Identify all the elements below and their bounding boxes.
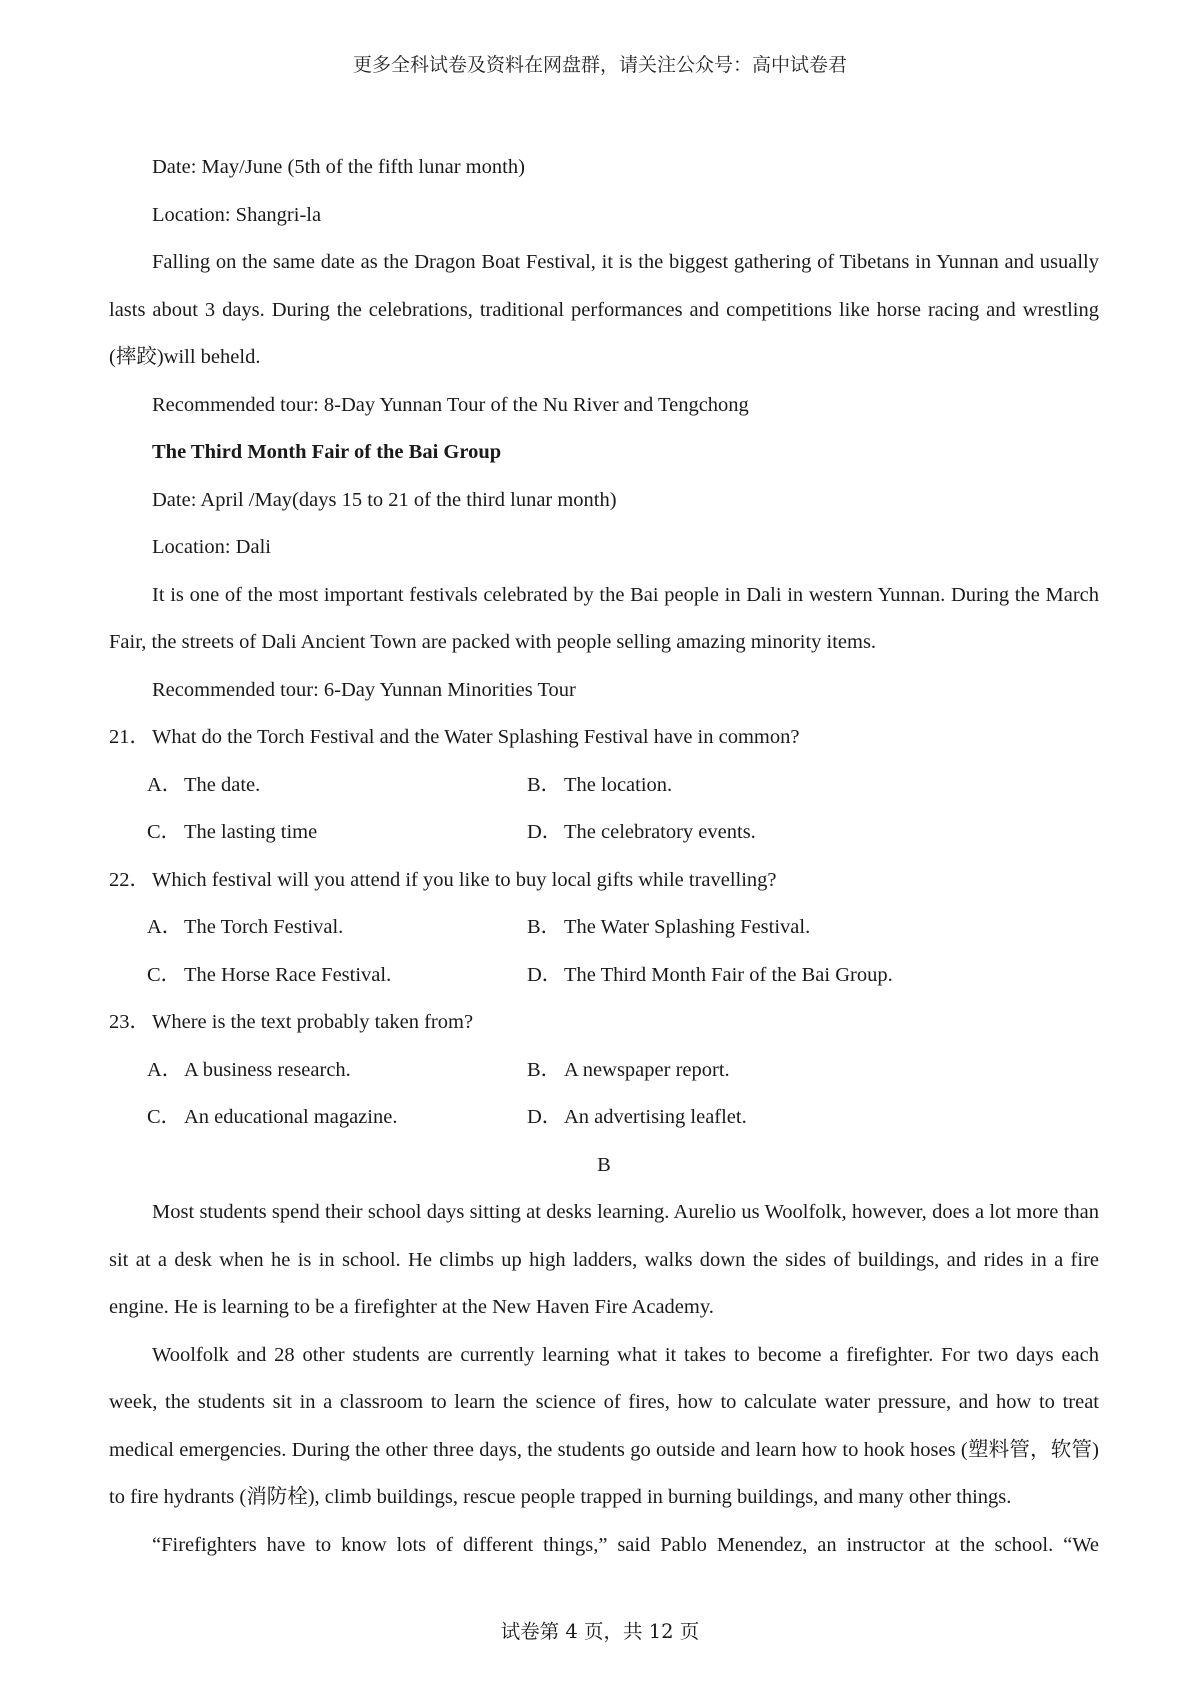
option-d[interactable]: D． An advertising leaflet.	[527, 1106, 747, 1128]
option-b[interactable]: B． A newspaper report.	[527, 1058, 730, 1081]
fair-location: Location: Dali	[152, 536, 271, 558]
festival-location: Location: Shangri-la	[152, 203, 322, 226]
option-c[interactable]: C． The Horse Race Festival.	[147, 963, 392, 986]
fair-recommended-tour: Recommended tour: 6-Day Yunnan Minorities Tour	[152, 678, 576, 701]
question-number: 22．	[109, 868, 150, 891]
festival-description: Falling on the same date as the Dragon Boat Festival, it is the biggest gathering of Tibetans in Yunnan and usually lasts about 3 days. During the celebrations, traditional performances and competitions like horse racing and wrestling (摔跤)will beheld.	[109, 251, 1099, 368]
festival-heading: The Third Month Fair of the Bai Group	[152, 441, 502, 463]
option-a[interactable]: A． The Torch Festival.	[147, 916, 344, 938]
option-c[interactable]: C． An educational magazine.	[147, 1106, 398, 1128]
page-header: 更多全科试卷及资料在网盘群，请关注公众号：高中试卷君	[352, 54, 847, 76]
option-a[interactable]: A． The date.	[147, 773, 261, 796]
passage-b-paragraph-3: “Firefighters have to know lots of different things,” said Pablo Menendez, an instructor at the school. “We	[152, 1533, 1099, 1556]
passage-b-paragraph-1: Most students spend their school days sitting at desks learning. Aurelio us Woolfolk, however, does a lot more than sit at a desk when he is in school. He climbs up high ladders, walks down the sides of buildings, and rides in a fire engine. He is learning to be a firefighter at the New Haven Fire Academy.	[109, 1201, 1099, 1318]
question-text: Where is the text probably taken from?	[152, 1011, 474, 1033]
question-22	[109, 857, 1099, 1000]
fair-description: It is one of the most important festivals celebrated by the Bai people in Dali in western Yunnan. During the March Fair, the streets of Dali Ancient Town are packed with people selling amazing minority items.	[109, 583, 1099, 653]
page-footer: 试卷第 4 页，共 12 页	[500, 1620, 700, 1643]
exam-content	[109, 144, 1099, 1569]
fair-date: Date: April /May(days 15 to 21 of the third lunar month)	[152, 488, 617, 511]
question-text: Which festival will you attend if you like to buy local gifts while travelling?	[152, 868, 777, 891]
passage-b-paragraph-2: Woolfolk and 28 other students are currently learning what it takes to become a firefighter. For two days each week, the students sit in a classroom to learn the science of fires, how to calculate water pressure, and how to treat medical emergencies. During the other three days, the students go outside and learn how to hook hoses (塑料管，软管) to fire hydrants (消防栓), climb buildings, rescue people trapped in burning buildings, and many other things.	[109, 1343, 1099, 1508]
option-a[interactable]: A． A business research.	[147, 1058, 351, 1081]
option-b[interactable]: B． The Water Splashing Festival.	[527, 916, 811, 938]
question-21	[109, 714, 1099, 857]
section-label: B	[597, 1153, 611, 1176]
option-b[interactable]: B． The location.	[527, 773, 673, 796]
festival-date: Date: May/June (5th of the fifth lunar month)	[152, 156, 525, 178]
question-number: 21．	[109, 726, 150, 748]
festival-recommended-tour: Recommended tour: 8-Day Yunnan Tour of the Nu River and Tengchong	[152, 393, 749, 416]
question-number: 23．	[109, 1011, 150, 1033]
option-d[interactable]: D． The celebratory events.	[527, 821, 756, 843]
question-text: What do the Torch Festival and the Water Splashing Festival have in common?	[152, 726, 800, 748]
option-c[interactable]: C． The lasting time	[147, 821, 318, 843]
question-23	[109, 999, 1099, 1142]
option-d[interactable]: D． The Third Month Fair of the Bai Group.	[527, 963, 893, 986]
